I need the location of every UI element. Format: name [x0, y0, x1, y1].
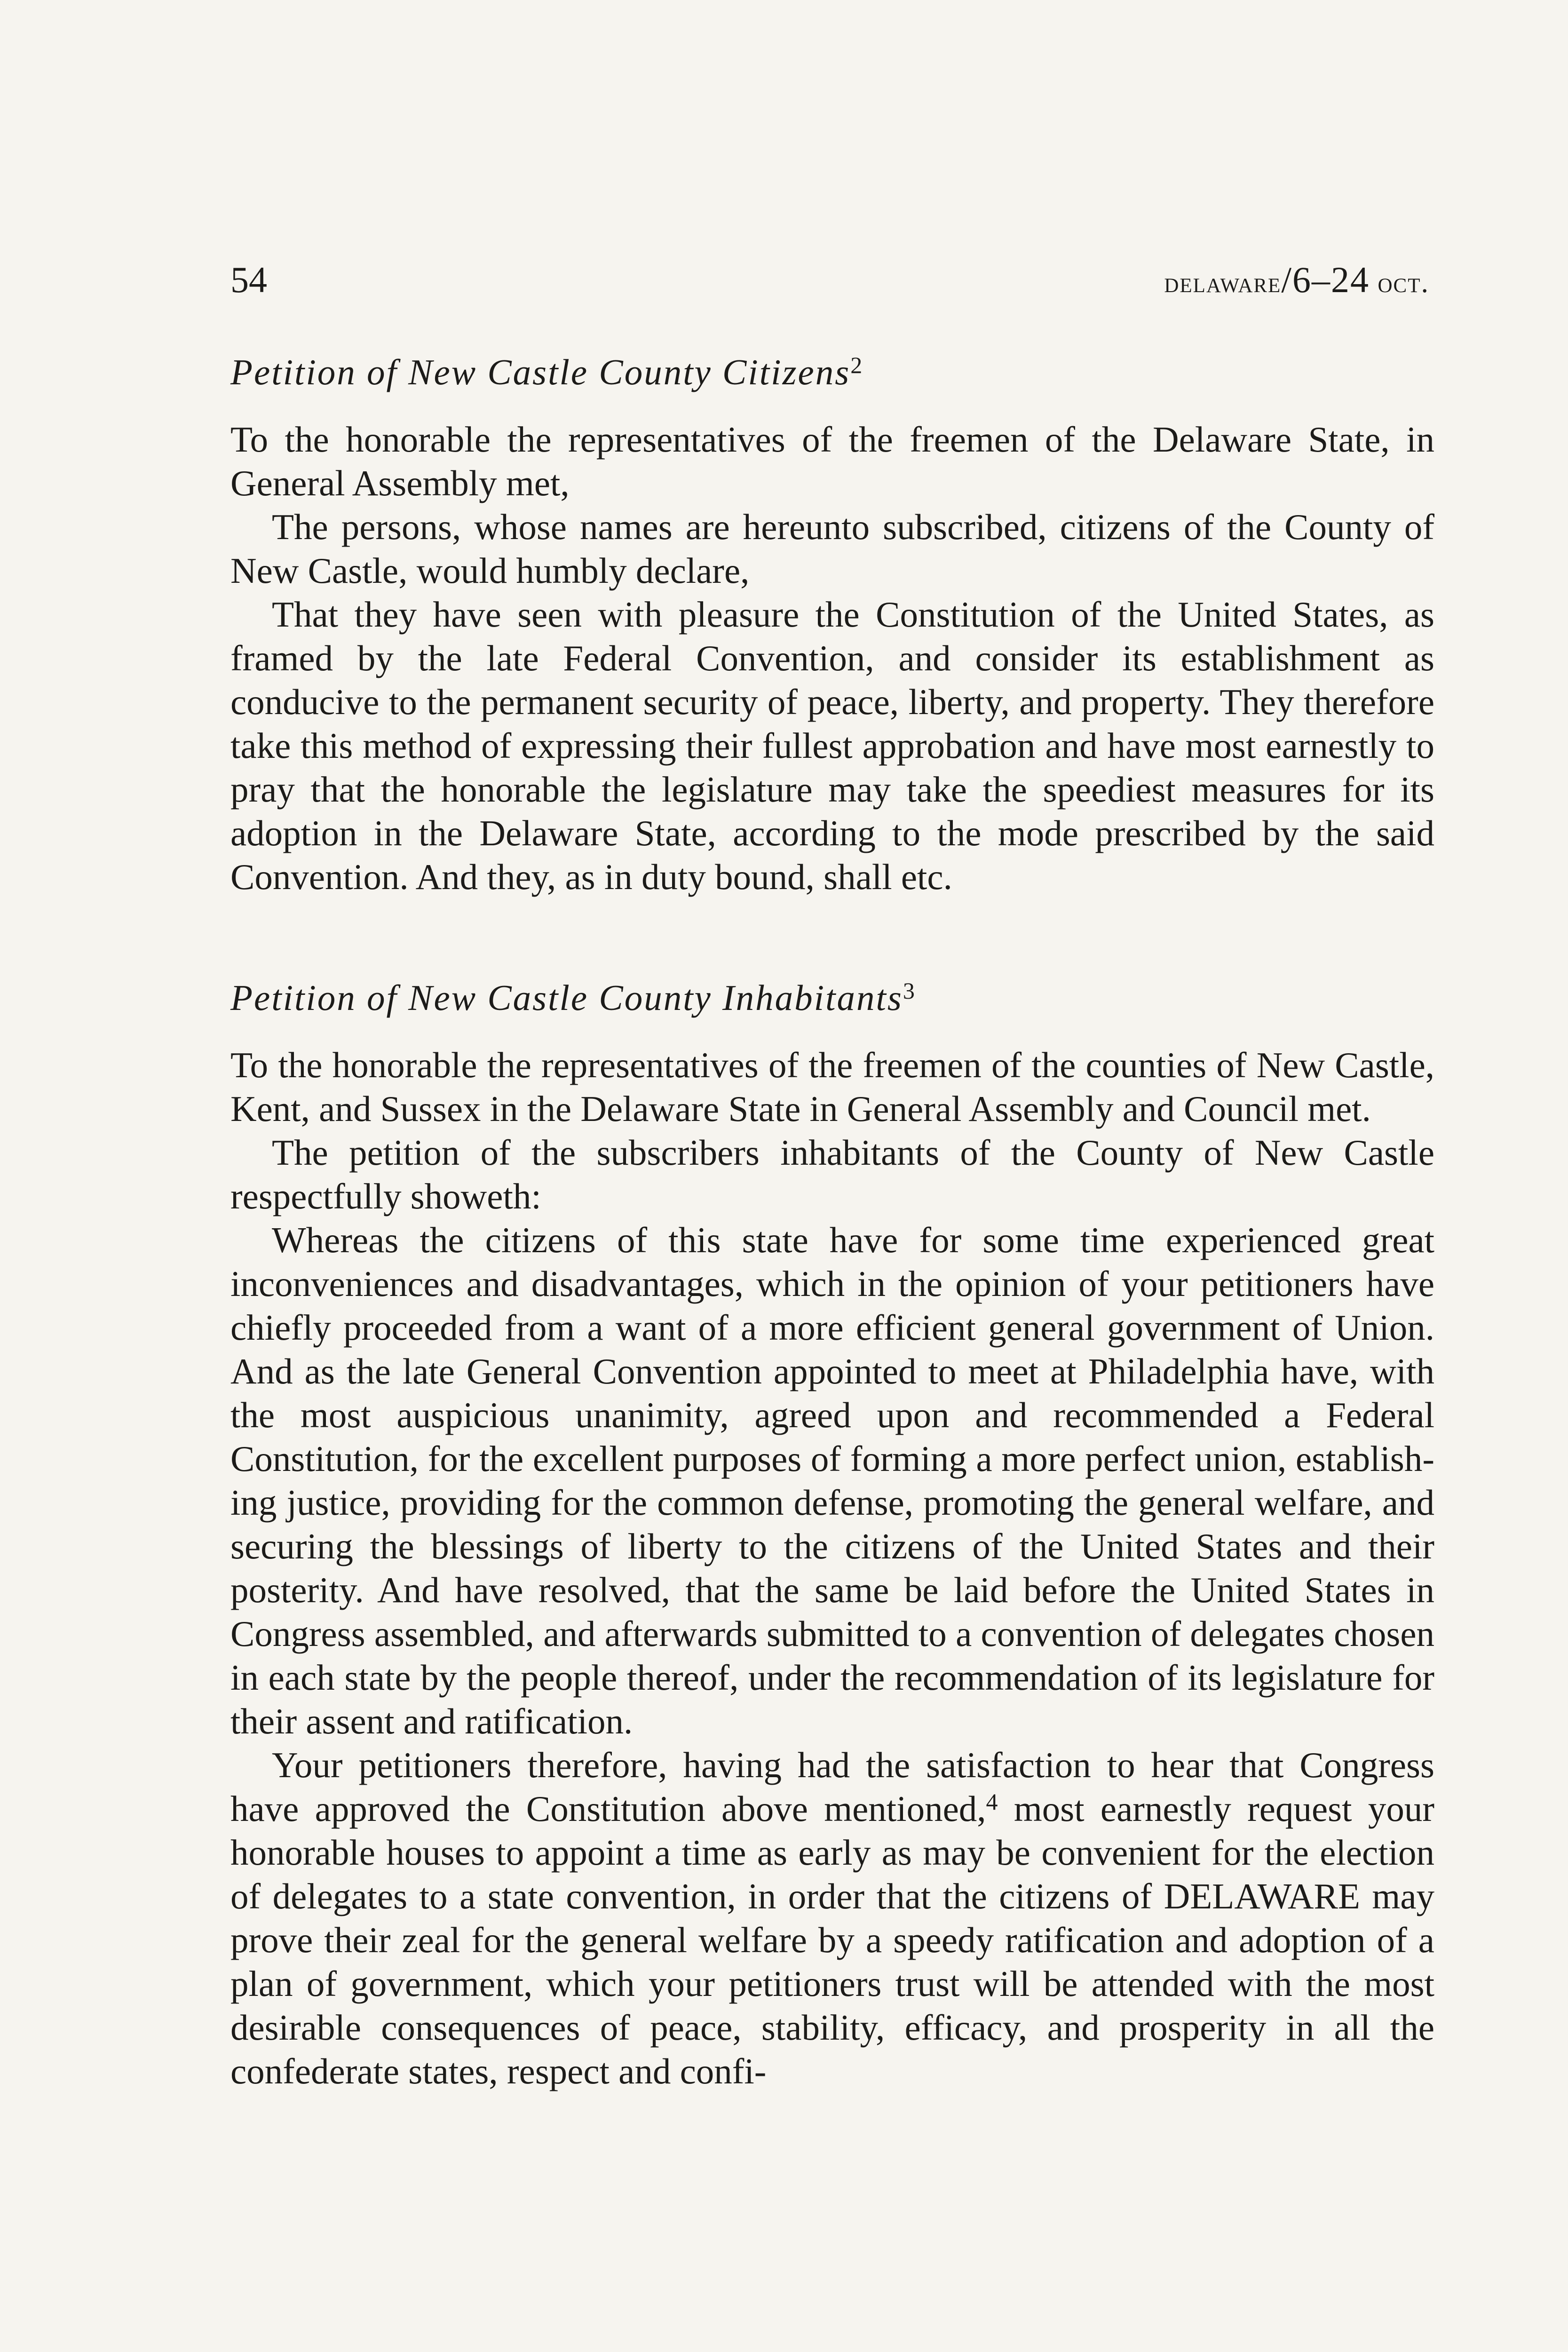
running-title-state: delaware	[1164, 267, 1282, 299]
petition-inhabitants-section	[230, 976, 1434, 2093]
petition-citizens-section	[230, 350, 1434, 899]
footnote-marker: 4	[986, 1788, 998, 1815]
paragraph-text: Your petitioners therefore, having had the satisfaction to hear that Congress have approved the Constitution above mentioned,	[230, 1745, 1434, 1829]
address-paragraph: To the honorable the representatives of the freemen of the counties of New Castle, Kent, and Sussex in the Delaware State in General Assembly and Council met.	[230, 1045, 1434, 1129]
footnote-marker: 3	[903, 977, 916, 1004]
running-title-separator: /	[1281, 259, 1292, 300]
section-title	[230, 976, 1434, 1020]
body-paragraph: The petition of the subscribers inhabitants of the County of New Castle respectfully showeth:	[230, 1132, 1434, 1216]
footnote-marker: 2	[850, 352, 864, 378]
body-paragraph	[230, 1743, 1434, 2093]
body-paragraph: That they have seen with pleasure the Constitution of the United States, as framed by the late Federal Convention, and consider its establishment as conducive to the permanent security of peace, liberty, and property. They therefore take this method of expressing their fullest approbation and have most earnestly to pray that the honorable the legislature may take the speediest measures for its adoption in the Delaware State, according to the mode prescribed by the said Convention. And they, as in duty bound, shall etc.	[230, 594, 1434, 897]
page-number: 54	[230, 259, 267, 300]
running-title	[1164, 254, 1429, 309]
paragraph-text: most earnestly request your honorable houses to appoint a time as early as may be convenient for the election of delegates to a state convention, in order that the citizens of DELAWARE may prove their zeal for the general welfare by a speedy ratification and adoption of a plan of government, which your petitioners trust will be attended with the most desirable consequences of peace, stability, efficacy, and prosperity in all the confederate states, respect and confi-	[230, 1788, 1434, 2091]
body-paragraph: The persons, whose names are hereunto subscribed, citizens of the County of New Castle, would humbly declare,	[230, 507, 1434, 591]
address-paragraph: To the honorable the representatives of the freemen of the Delaware State, in General Assembly met,	[230, 419, 1434, 503]
running-title-date: 6–24	[1292, 259, 1370, 300]
running-title-month: oct.	[1378, 267, 1429, 299]
running-head	[230, 254, 1429, 306]
section-title-text: Petition of New Castle County Citizens	[230, 352, 851, 392]
section-title	[230, 350, 1434, 394]
body-paragraph: Whereas the citizens of this state have for some time experienced great inconveniences and disadvantages, which in the opinion of your petitioners have chiefly proceeded from a want of a more efficient general government of Union. And as the late General Convention appointed to meet at Philadelphia have, with the most auspicious unanimity, agreed upon and recommended a Federal Constitution, for the excellent purposes of forming a more perfect union, establishing justice, providing for the common defense, promoting the general welfare, and securing the blessings of liberty to the citizens of the United States and their posterity. And have resolved, that the same be laid before the United States in Congress assembled, and afterwards submitted to a convention of delegates chosen in each state by the people thereof, under the recommendation of its legislature for their assent and ratification.	[230, 1220, 1434, 1741]
section-title-text: Petition of New Castle County Inhabitants	[230, 977, 903, 1018]
